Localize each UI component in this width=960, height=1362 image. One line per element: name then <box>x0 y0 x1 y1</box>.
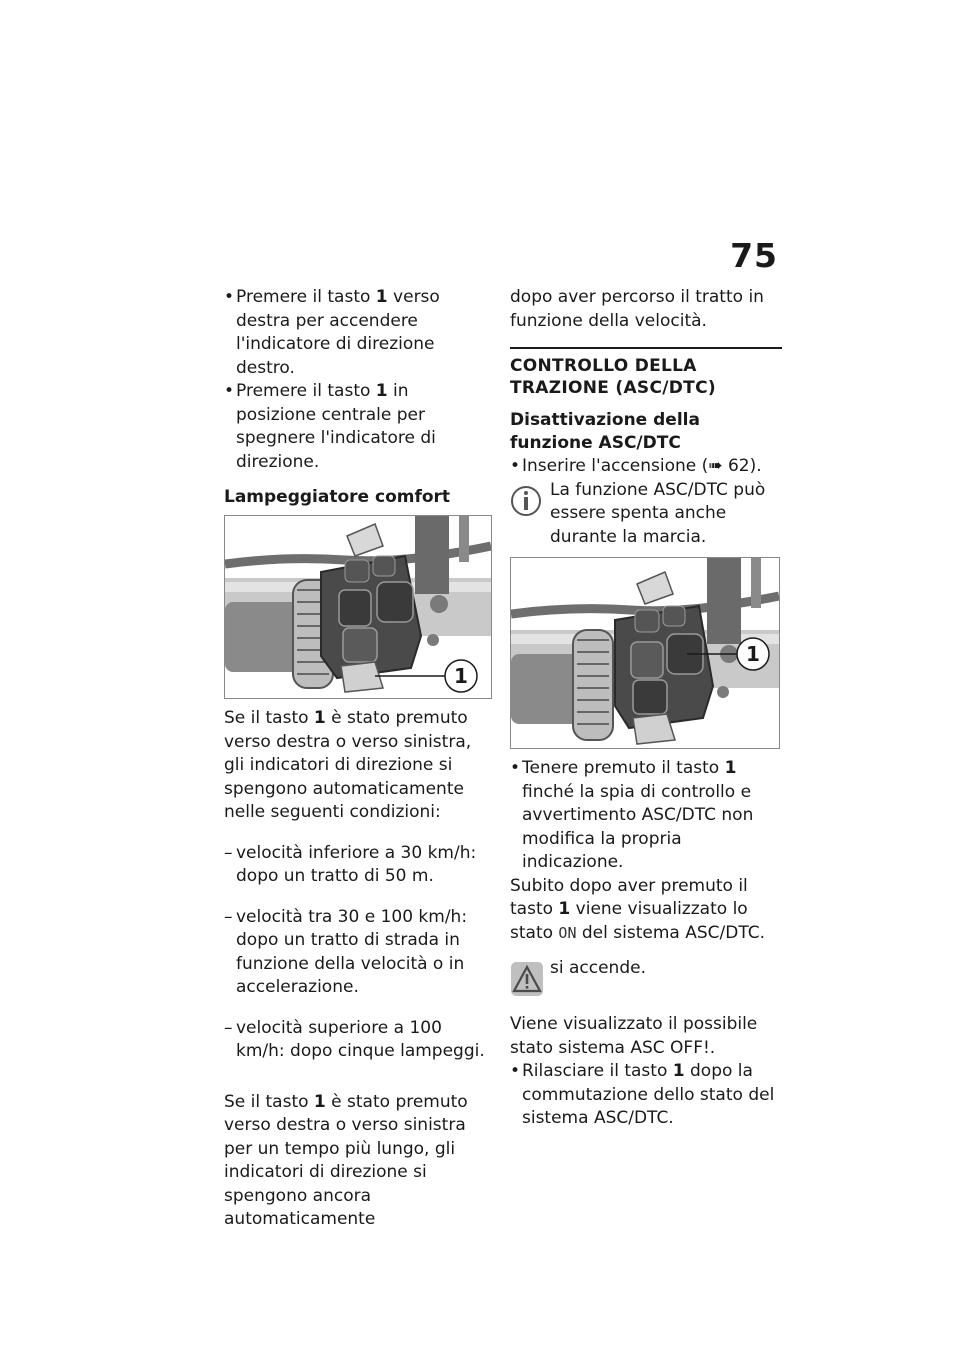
warning-light-icon <box>510 959 544 999</box>
list-item: – velocità superiore a 100 km/h: dopo cinque lampeggi. <box>224 1017 492 1064</box>
list-item: – velocità tra 30 e 100 km/h: dopo un tratto di strada in funzione della velocità o in accelerazione. <box>224 906 492 1000</box>
note-text: La funzione ASC/DTC può essere spenta anche durante la marcia. <box>550 479 766 547</box>
list-item: – velocità inferiore a 30 km/h: dopo un tratto di 50 m. <box>224 842 492 889</box>
page-number: 75 <box>730 236 778 275</box>
list-item: • Rilasciare il tasto 1 dopo la commutazione dello stato del sistema ASC/DTC. <box>510 1060 782 1131</box>
warning-text: si accende. <box>550 958 646 978</box>
status-badge: ON <box>558 923 577 942</box>
callout-label: 1 <box>746 642 760 666</box>
page-ref-arrow-icon: ➠ <box>708 456 723 476</box>
handlebar-switch-photo <box>510 557 780 749</box>
list-item: • Premere il tasto 1 in posizione centrale per spegnere l'indicatore di direzione. <box>224 380 492 474</box>
paragraph: Se il tasto 1 è stato premuto verso destra o verso sinistra, gli indicatori di direzione si spengono automaticamente nelle seguenti condizioni: <box>224 708 472 822</box>
heading-comfort-indicator: Lampeggiatore comfort <box>224 487 451 507</box>
warning-note <box>510 957 782 1003</box>
paragraph: Subito dopo aver premuto il tasto 1 viene visualizzato lo stato ON del sistema ASC/DTC. <box>510 875 765 943</box>
info-note <box>510 479 782 550</box>
list-item: • Inserire l'accensione (➠ 62). <box>510 455 782 479</box>
handlebar-switch-photo <box>224 515 492 699</box>
callout-label: 1 <box>454 664 468 688</box>
right-column <box>510 286 782 1131</box>
left-column <box>224 286 492 1232</box>
list-item: • Tenere premuto il tasto 1 finché la spia di controllo e avvertimento ASC/DTC non modifica la propria indicazione. <box>510 757 782 875</box>
section-title: CONTROLLO DELLA TRAZIONE (ASC/DTC) <box>510 356 716 398</box>
section-divider <box>510 347 782 349</box>
subheading: Disattivazione della funzione ASC/DTC <box>510 410 700 453</box>
paragraph: Se il tasto 1 è stato premuto verso destra o verso sinistra per un tempo più lungo, gli indicatori di direzione si spengono ancora automaticamente <box>224 1091 468 1229</box>
paragraph: dopo aver percorso il tratto in funzione della velocità. <box>510 287 764 331</box>
info-icon <box>510 481 542 519</box>
list-item: • Premere il tasto 1 verso destra per accendere l'indicatore di direzione destro. <box>224 286 492 380</box>
paragraph: Viene visualizzato il possibile stato sistema ASC OFF!. <box>510 1014 758 1058</box>
